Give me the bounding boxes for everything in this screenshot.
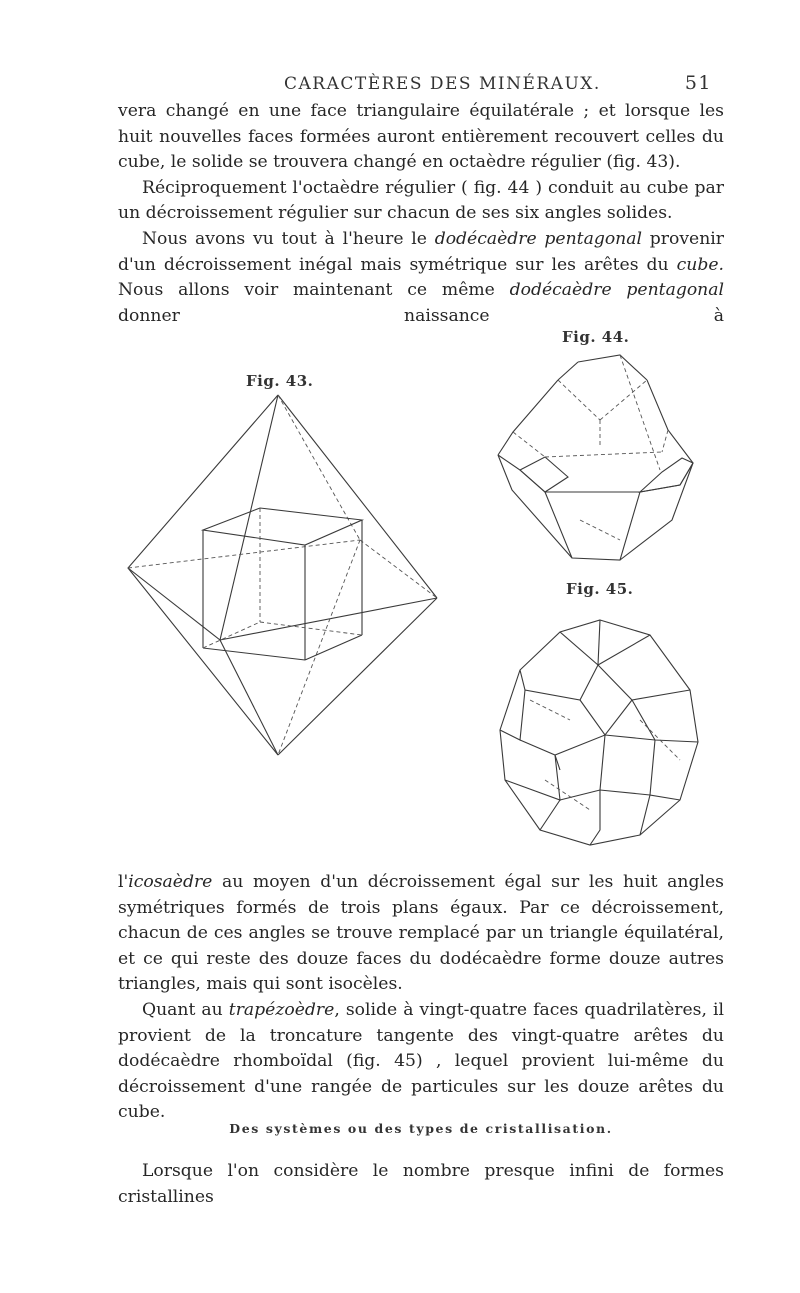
text-run: l' [118,872,129,892]
fig-45-label: Fig. 45. [566,580,634,598]
fig-44-label: Fig. 44. [562,328,630,346]
text-block-bottom [118,870,724,1126]
term-dodecaedre-pentagonal: dodécaèdre pentagonal [509,280,724,301]
page-number: 51 [684,72,712,94]
paragraph-trapezohedron [118,998,724,1126]
text-block-closing [118,1159,724,1210]
text-run: , solide à vingt-quatre faces quadrilatères, il provient de la troncature tangente des vingt-quatre arêtes du dodécaèdre rhomboïdal (fig. 45) , lequel provient lui-même du décroissement d'une rangée de particules sur les douze arêtes du cube. [118,999,724,1123]
term-trapezoedre: trapézoèdre [228,999,335,1020]
term-icosaedre: icosaèdre [128,872,213,892]
text-run: provenir d'un décroissement inégal mais symétrique sur les arêtes du [118,228,724,275]
paragraph-continued: vera changé en une face triangulaire équilatérale ; et lorsque les huit nouvelles faces formées auront entièrement recouvert celles du cube, le solide se trouvera changé en octaèdre régulier (fig. 43). [118,101,724,173]
text-run: donner naissance à [118,305,724,326]
text-run: Nous allons voir maintenant ce même [118,280,510,301]
term-cube: cube. [676,254,724,275]
paragraph-icosahedron [118,870,724,998]
running-title: CARACTÈRES DES MINÉRAUX. [284,74,601,94]
fig-43-label: Fig. 43. [246,372,314,390]
section-heading: Des systèmes ou des types de cristallisation. [229,1121,613,1136]
paragraph-reciprocal: Réciproquement l'octaèdre régulier ( fig. 44 ) conduit au cube par un décroissement régulier sur chacun de ses six angles solides. [118,177,724,224]
term-dodecaedre-pentagonal: dodécaèdre pentagonal [434,228,642,249]
paragraph-closing: Lorsque l'on considère le nombre presque infini de formes cristallines [118,1161,724,1207]
text-run: Quant au [142,999,229,1020]
text-run: Nous avons vu tout à l'heure le [142,228,435,249]
text-run: au moyen d'un décroissement égal sur les huit angles symétriques formés de trois plans égaux. Par ce décroissement, chacun de ces angles se trouve remplacé par un triangle équilatéral, et ce qui reste des douze faces du dodécaèdre forme douze autres triangles, mais qui sont isocèles. [118,872,724,995]
